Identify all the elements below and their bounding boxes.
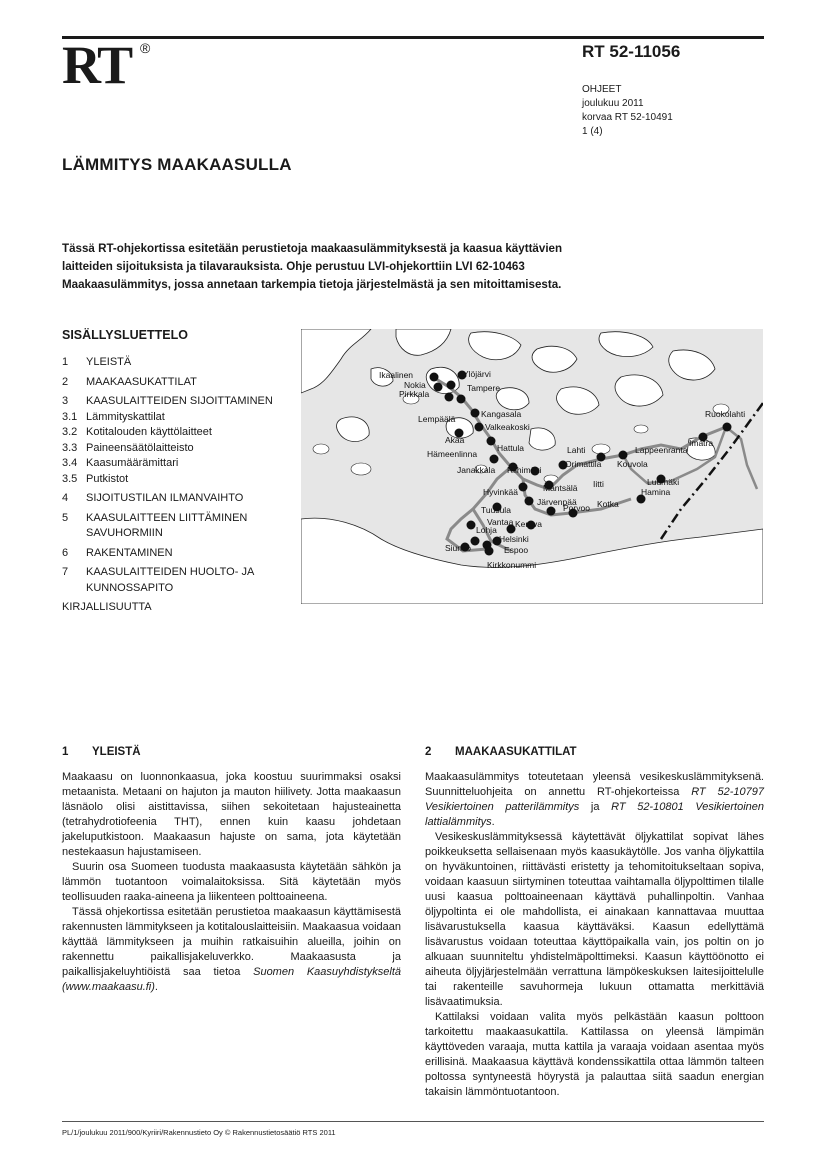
reference-link: Suomen Kaasuyhdistykseltä (www.maakaasu.fi) <box>62 966 401 993</box>
city-label: Siuntio <box>445 543 471 553</box>
city-marker <box>475 423 484 432</box>
toc-item-number: 7 <box>62 566 69 578</box>
toc-item <box>62 355 292 371</box>
meta-date: joulukuu 2011 <box>582 98 644 109</box>
toc-item-text: Putkistot <box>86 472 129 485</box>
city-label: Porvoo <box>563 503 590 513</box>
toc-item <box>62 441 292 457</box>
meta-replaces: korvaa RT 52-10491 <box>582 112 673 123</box>
city-marker <box>457 395 466 404</box>
city-label: Janakkala <box>457 465 496 475</box>
document-number: RT 52-11056 <box>582 42 681 61</box>
city-label: Kotka <box>597 499 619 509</box>
city-label: Nokia <box>404 380 426 390</box>
toc-item <box>62 511 292 542</box>
city-marker <box>547 507 556 516</box>
toc-item <box>62 546 292 562</box>
city-label: Valkeakoski <box>485 422 530 432</box>
city-label: Akaa <box>445 435 465 445</box>
toc-item-text: RAKENTAMINEN <box>86 546 173 559</box>
section-2-heading <box>425 746 577 758</box>
city-label: Kouvola <box>617 459 648 469</box>
page-title: LÄMMITYS MAAKAASULLA <box>62 155 292 174</box>
city-marker <box>487 437 496 446</box>
toc-item-number: 4 <box>62 492 69 504</box>
city-label: Vantaa <box>487 517 514 527</box>
toc-item-text: Lämmityskattilat <box>86 410 165 423</box>
toc-item-number: 5 <box>62 511 69 524</box>
paragraph: Tässä ohjekortissa esitetään perustietoa maakaasun käyttämisestä rakennusten lämmitykseen ja kotitalouslaitteisiin. Maakaasua voidaan käyttää lämmitykseen ja muihin ratkaisuihin alueilla, joihin on rakennettu paikallisjakeluverkko. Maakaasusta ja paikallisjakeluyhtiöistä saa tietoa Suomen Kaasuyhdistykseltä (www.maakaasu.fi). <box>62 906 401 993</box>
city-label: Lahti <box>567 445 586 455</box>
toc-item <box>62 456 292 472</box>
toc-item <box>62 394 292 410</box>
section-1-body <box>62 770 401 995</box>
city-label: Kerava <box>515 519 542 529</box>
city-label: Iitti <box>593 479 604 489</box>
city-label: Pirkkala <box>399 389 430 399</box>
toc-item <box>62 375 292 391</box>
section-2-body <box>425 770 764 1100</box>
table-of-contents <box>62 355 292 616</box>
city-label: Lappeenranta <box>635 445 688 455</box>
section-1-heading <box>62 746 141 758</box>
toc-item <box>62 472 292 488</box>
toc-item-text: MAAKAASUKATTILAT <box>86 375 197 388</box>
intro-paragraph: Tässä RT-ohjekortissa esitetään perustietoja maakaasulämmityksestä ja kaasua käyttävien laitteiden sijoituksista ja tilavarauksista. Ohje perustuu LVI-ohjekorttiin LVI 62-10463 Maakaasulämmitys, jossa annetaan tarkempia tietoja järjestelmästä ja sen mitoittamisesta. <box>62 242 563 291</box>
city-marker <box>485 547 494 556</box>
toc-title: SISÄLLYSLUETTELO <box>62 328 188 342</box>
toc-item-number: 3 <box>62 395 69 407</box>
toc-item-number: 3.5 <box>62 472 78 485</box>
city-label: Helsinki <box>499 534 529 544</box>
city-label: Ikaalinen <box>379 370 414 380</box>
paragraph: Vesikeskuslämmityksessä käytettävät öljykattilat sopivat lähes poikkeuksetta sellaisenaan myös kaasukäytölle. Jos vanha öljykattila on hyväkuntoinen, riittävästi eristetty ja tehomitoitukseltaan sopiva, voidaan kaasuun siirtyminen toteuttaa vaihtamalla öljypolttimen tilalle uusi kaasua polttoaineenaan käyttävä puhallinpoltin. Vanhaa öljypoltinta ei ole mahdollista, ei ainakaan kannattavaa muuttaa lisävarustuksella kaasua käyttäväksi. Kaasun edellyttämä lisävarustus voidaan toteuttaa käyttöpaikalla vain, jos poltin on jo alkuaan suunniteltu yhdistelmäpolttimeksi. Kaasun käyttöönotto ei aiheuta öljyjärjestelmään verrattuna lämpökeskuksen laitesijoittelulle tai rakenteille savuhormeja lukuun ottamatta merkittäviä lisävaatimuksia. <box>425 831 764 1008</box>
city-marker <box>430 373 439 382</box>
section-title: YLEISTÄ <box>92 746 141 758</box>
city-marker <box>467 521 476 530</box>
toc-item-text: KIRJALLISUUTTA <box>62 601 152 613</box>
city-label: Imatra <box>689 438 714 448</box>
toc-item-number: 3.4 <box>62 457 78 469</box>
city-marker <box>471 537 480 546</box>
paragraph: Maakaasu on luonnonkaasua, joka koostuu suurimmaksi osaksi metaanista. Metaani on hajuton ja mauton hiilivety. Jotta maakaasun läsnäolo olisi aistittavissa, siihen sekoitetaan hajusteainetta (tetrahydrotiofeenia THT), ennen kuin kaasu johdetaan jakeluputkistoon. Maakaasun hajuste on sama, jota käytetään nestekaasun hajustamiseen. <box>62 771 401 858</box>
city-marker <box>447 381 456 390</box>
toc-item-text: SIJOITUSTILAN ILMANVAIHTO <box>86 492 244 504</box>
toc-item <box>62 600 292 616</box>
city-marker <box>471 409 480 418</box>
city-label: Mäntsälä <box>543 483 578 493</box>
toc-item-number: 3.1 <box>62 410 78 423</box>
city-marker <box>490 455 499 464</box>
city-label: Kirkkonummi <box>487 560 537 570</box>
map-svg <box>301 329 763 604</box>
city-label: Hattula <box>497 443 524 453</box>
section-number: 1 <box>62 746 69 758</box>
toc-item <box>62 491 292 507</box>
meta-type: OHJEET <box>582 84 622 95</box>
toc-item-text: YLEISTÄ <box>86 356 132 368</box>
city-label: Hyvinkää <box>483 487 518 497</box>
city-label: Hamina <box>641 487 671 497</box>
toc-item-text: Kaasumäärämittari <box>86 457 179 469</box>
registered-mark: ® <box>140 40 151 56</box>
header-rule <box>62 36 764 39</box>
toc-item-number: 6 <box>62 546 69 559</box>
paragraph: Suurin osa Suomeen tuodusta maakaasusta käytetään sähkön ja lämmön tuotantoon voimalaitoksissa. Sitä käytetään myös teollisuuden raaka-aineena ja liikenteen polttoaineena. <box>62 861 401 903</box>
toc-item-text: KAASULAITTEEN LIITTÄMINEN SAVUHORMIIN <box>86 511 248 539</box>
toc-item <box>62 425 292 441</box>
city-label: Kangasala <box>481 409 522 419</box>
city-label: Lohja <box>476 525 497 535</box>
toc-item-text: KAASULAITTEIDEN SIJOITTAMINEN <box>86 395 273 407</box>
footer-rule <box>62 1121 764 1122</box>
city-marker <box>519 483 528 492</box>
paragraph: Kattilaksi voidaan valita myös pelkästään kaasun polttoon tarkoitettu maakaasukattila. Kattilassa on yleensä lämpimän käyttöveden varaaja, mutta kattila ja varaaja voidaan asentaa myös erillisinä. Maakaasua käyttävä kondenssikattila ottaa lämmön talteen poltossa syntyneestä höyrystä ja palauttaa siitä saadun energian takaisin lämmöntuotantoon. <box>425 1011 764 1098</box>
city-marker <box>525 497 534 506</box>
section-number: 2 <box>425 746 432 758</box>
footer-text: PL/1/joulukuu 2011/900/Kyriiri/Rakennustieto Oy © Rakennustietosäätiö RTS 2011 <box>62 1128 336 1137</box>
toc-item-text: Kotitalouden käyttölaitteet <box>86 426 212 438</box>
paragraph: Maakaasulämmitys toteutetaan yleensä vesikeskuslämmityksenä. Suunnitteluohjeita on annettu RT-ohjekorteissa RT 52-10797 Vesikiertoinen patterilämmitys ja RT 52-10801 Vesikiertoinen lattialämmitys. <box>425 771 765 828</box>
toc-item-text: Paineensäätölaitteisto <box>86 441 194 454</box>
section-title: MAAKAASUKATTILAT <box>455 746 577 758</box>
toc-item-number: 3.3 <box>62 441 78 454</box>
toc-item-number: 1 <box>62 356 69 368</box>
document-meta <box>582 83 673 139</box>
city-label: Järvenpää <box>537 497 577 507</box>
meta-page: 1 (4) <box>582 126 603 137</box>
rt-logo: RT <box>62 35 132 95</box>
city-label: Riihimäki <box>507 465 542 475</box>
toc-item-number: 3.2 <box>62 426 78 438</box>
city-label: Tampere <box>467 383 501 393</box>
city-marker <box>434 383 443 392</box>
reference: RT 52-10801 Vesikiertoinen lattialämmitys <box>425 801 765 828</box>
city-marker <box>723 423 732 432</box>
city-label: Luumäki <box>647 477 680 487</box>
toc-item-text: KAASULAITTEIDEN HUOLTO- JA KUNNOSSAPITO <box>86 566 254 594</box>
toc-item <box>62 410 292 426</box>
toc-item <box>62 565 292 596</box>
city-marker <box>445 393 454 402</box>
city-label: Espoo <box>504 545 529 555</box>
city-label: Ruokolahti <box>705 409 746 419</box>
gas-network-map <box>301 329 763 604</box>
city-label: Ylöjärvi <box>463 369 491 379</box>
city-label: Tuusula <box>481 505 511 515</box>
toc-item-number: 2 <box>62 375 69 388</box>
city-label: Orimattila <box>565 459 602 469</box>
reference: RT 52-10797 Vesikiertoinen patterilämmitys <box>425 786 765 813</box>
city-label: Hämeenlinna <box>427 449 478 459</box>
city-label: Lempäälä <box>418 414 456 424</box>
